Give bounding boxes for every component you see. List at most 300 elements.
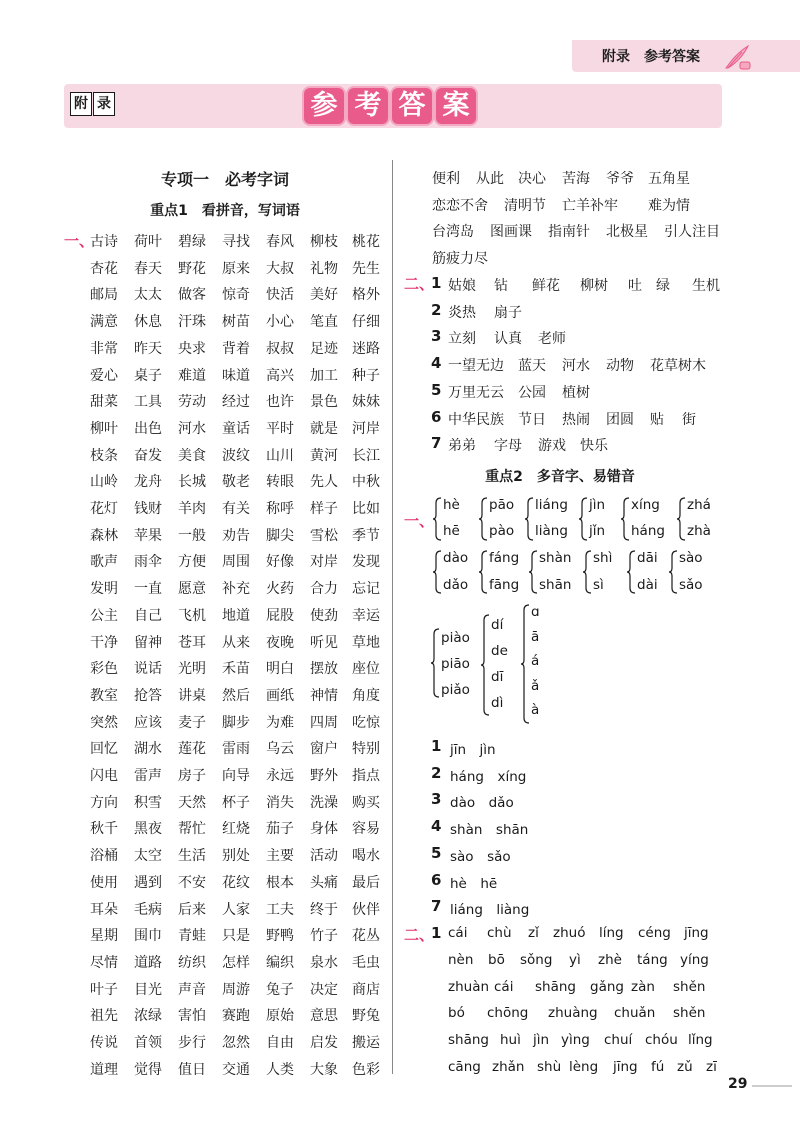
vocab-word: 平时: [266, 420, 294, 437]
pinyin-syllable: chuí: [604, 1032, 633, 1049]
vocab-word: 种子: [352, 367, 380, 384]
answer-word: 弟弟: [448, 438, 476, 455]
vocab-word: 枝条: [90, 447, 118, 464]
vocab-word: 遇到: [134, 874, 162, 891]
pinyin-syllable: líng: [599, 925, 624, 941]
vocab-word: 吃惊: [352, 714, 380, 731]
vocab-word: 原始: [266, 1008, 294, 1025]
vocab-word: 中秋: [352, 474, 380, 491]
vocab-word: 景色: [310, 394, 338, 411]
vocab-word: 意思: [310, 1008, 338, 1025]
vocab-word: 引人注目: [664, 224, 720, 241]
section-subtitle: 重点1 看拼音，写词语: [150, 203, 300, 219]
vocab-word: 昨天: [134, 340, 162, 357]
section-subtitle: 重点2 多音字、易错音: [485, 469, 635, 485]
pinyin-syllable: shāng: [535, 978, 576, 995]
brace-icon: [478, 497, 488, 541]
vocab-word: 怎样: [222, 954, 250, 971]
item-number: 1: [431, 737, 442, 755]
vocab-word: 窗户: [310, 741, 338, 758]
vocab-word: 童话: [222, 420, 250, 437]
vocab-word: 星期: [90, 928, 118, 945]
vocab-word: 夜晚: [266, 634, 294, 651]
pinyin-syllable: táng: [637, 951, 668, 968]
pinyin-syllable: jìn: [533, 1032, 550, 1049]
vocab-word: 抢答: [134, 687, 162, 704]
pinyin-option: á: [531, 653, 540, 669]
vocab-word: 红烧: [222, 821, 250, 838]
vocab-word: 奋发: [134, 447, 162, 464]
vocab-word: 春风: [266, 234, 294, 250]
vocab-word: 也许: [266, 394, 294, 411]
vocab-word: 房子: [178, 768, 206, 784]
vocab-word: 树苗: [222, 314, 250, 331]
item-number: 6: [431, 407, 442, 426]
vocab-word: 目光: [134, 981, 162, 998]
pinyin-option: fáng: [489, 550, 520, 566]
pinyin-option: dì: [491, 695, 504, 711]
pinyin-option: jǐn: [589, 523, 606, 539]
vocab-word: 然后: [222, 687, 250, 704]
pinyin-syllable: sǒng: [520, 951, 553, 968]
vocab-word: 生活: [178, 848, 206, 865]
brace-icon: [578, 497, 588, 541]
vocab-word: 幸运: [352, 607, 380, 624]
vocab-word: 乌云: [266, 741, 294, 758]
pinyin-syllable: shāng: [448, 1032, 489, 1049]
pinyin-syllable: bō: [488, 951, 505, 968]
vocab-word: 花灯: [90, 501, 118, 517]
brace-icon: [668, 550, 678, 594]
column-divider: [392, 160, 393, 1074]
vocab-word: 决定: [310, 981, 338, 998]
vocab-word: 雷声: [134, 768, 162, 784]
vocab-word: 龙舟: [134, 474, 162, 491]
vocab-word: 妹妹: [352, 394, 380, 411]
vocab-word: 发明: [90, 581, 118, 598]
vocab-word: 杯子: [222, 794, 250, 811]
pinyin-option: dào: [443, 550, 469, 566]
item-number: 7: [431, 434, 442, 453]
vocab-word: 祖先: [90, 1008, 118, 1025]
vocab-word: 歌声: [90, 554, 118, 571]
vocab-word: 加工: [310, 367, 338, 384]
vocab-word: 波纹: [222, 447, 250, 464]
vocab-word: 方向: [90, 794, 118, 811]
answer-word: 绿: [656, 278, 670, 294]
pinyin-option: shān: [539, 577, 572, 593]
vocab-word: 便利: [432, 171, 460, 187]
vocab-word: 五角星: [648, 171, 690, 187]
pinyin-syllable: fú: [651, 1059, 665, 1075]
vocab-word: 指南针: [548, 224, 590, 241]
vocab-word: 突然: [90, 714, 118, 731]
vocab-word: 春天: [134, 260, 162, 277]
pinyin-syllable: shěn: [673, 978, 706, 995]
answer-word: 字母: [494, 438, 522, 455]
appendix-label-char: 录: [93, 92, 115, 116]
vocab-word: 原来: [222, 260, 250, 277]
vocab-word: 大象: [310, 1061, 338, 1078]
vocab-word: 脚步: [222, 714, 250, 731]
vocab-word: 使用: [90, 874, 118, 891]
vocab-word: 雷雨: [222, 741, 250, 758]
vocab-word: 美好: [310, 287, 338, 304]
vocab-word: 为难: [266, 714, 294, 731]
pinyin-option: sǎo: [679, 577, 703, 593]
vocab-word: 迷路: [352, 340, 380, 357]
question-marker: 二、: [404, 926, 435, 944]
pinyin-answer: háng xíng: [450, 768, 527, 785]
brace-icon: [432, 550, 442, 594]
pinyin-option: shì: [593, 550, 613, 566]
vocab-word: 尽情: [90, 954, 118, 971]
vocab-word: 高兴: [266, 367, 294, 384]
vocab-word: 应该: [134, 714, 162, 731]
vocab-word: 围巾: [134, 928, 162, 945]
vocab-word: 好像: [266, 554, 294, 571]
vocab-word: 柳叶: [90, 420, 118, 437]
vocab-word: 泉水: [310, 954, 338, 971]
brace-icon: [524, 497, 534, 541]
vocab-word: 纺织: [178, 954, 206, 971]
pinyin-option: ā: [531, 628, 540, 645]
pinyin-syllable: zhuó: [553, 925, 586, 941]
pinyin-syllable: cái: [448, 925, 468, 941]
vocab-word: 决心: [518, 171, 546, 187]
answer-word: 立刻: [448, 331, 476, 348]
item-number: 3: [431, 790, 442, 809]
vocab-word: 自由: [266, 1035, 294, 1051]
vocab-word: 听见: [310, 634, 338, 651]
feather-pen-icon: [722, 42, 754, 72]
pinyin-option: hē: [443, 523, 460, 539]
vocab-word: 永远: [266, 768, 294, 784]
pinyin-option: dī: [491, 669, 504, 685]
vocab-word: 洗澡: [310, 794, 338, 811]
vocab-word: 毛病: [134, 901, 162, 918]
vocab-word: 彩色: [90, 661, 118, 678]
vocab-word: 耳朵: [90, 901, 118, 918]
vocab-word: 声音: [178, 981, 206, 998]
pinyin-syllable: zǔ: [677, 1059, 693, 1075]
answer-word: 街: [682, 411, 696, 428]
pinyin-answer: liáng liàng: [450, 902, 530, 919]
vocab-word: 亡羊补牢: [562, 197, 618, 214]
pinyin-option: piào: [441, 630, 470, 646]
vocab-word: 台湾岛: [432, 224, 474, 241]
brace-icon: [528, 550, 538, 594]
vocab-word: 步行: [178, 1035, 206, 1051]
vocab-word: 道路: [134, 954, 162, 971]
vocab-word: 花纹: [222, 874, 250, 891]
vocab-word: 笔直: [310, 314, 338, 331]
vocab-word: 背着: [222, 340, 250, 357]
vocab-word: 莲花: [178, 741, 206, 758]
brace-icon: [478, 550, 488, 594]
vocab-word: 黄河: [310, 447, 338, 464]
item-number: 2: [431, 300, 442, 319]
vocab-word: 留神: [134, 634, 162, 651]
vocab-word: 帮忙: [178, 821, 206, 838]
vocab-word: 一直: [134, 581, 162, 598]
answer-word: 花草树木: [650, 358, 706, 375]
pinyin-option: liàng: [535, 523, 568, 539]
section-title: 专项一 必考字词: [160, 170, 289, 189]
pinyin-option: zhà: [687, 523, 711, 539]
vocab-word: 积雪: [134, 794, 162, 811]
pinyin-answer: jīn jìn: [450, 742, 496, 758]
vocab-word: 竹子: [310, 928, 338, 945]
vocab-word: 觉得: [134, 1061, 162, 1078]
vocab-word: 明白: [266, 661, 294, 678]
item-number: 4: [431, 354, 442, 373]
vocab-word: 称呼: [266, 501, 294, 517]
vocab-word: 碧绿: [178, 234, 206, 250]
answer-word: 快乐: [580, 438, 608, 455]
answer-word: 团圆: [606, 411, 634, 428]
vocab-word: 先生: [352, 260, 380, 277]
vocab-word: 敬老: [222, 474, 250, 491]
pinyin-option: shàn: [539, 550, 572, 566]
pinyin-syllable: chōng: [487, 1005, 529, 1022]
vocab-word: 消失: [266, 794, 294, 811]
answer-word: 游戏: [538, 438, 566, 455]
vocab-word: 惊奇: [222, 287, 250, 304]
item-number: 3: [431, 327, 442, 346]
vocab-word: 喝水: [352, 848, 380, 865]
vocab-word: 太空: [134, 848, 162, 865]
vocab-word: 难为情: [648, 197, 690, 214]
vocab-word: 色彩: [352, 1061, 380, 1078]
vocab-word: 秋千: [90, 821, 118, 838]
pinyin-syllable: gǎng: [590, 978, 624, 995]
vocab-word: 爱心: [90, 367, 118, 384]
banner-title-char: 答: [392, 88, 432, 124]
vocab-word: 活动: [310, 848, 338, 865]
vocab-word: 搬运: [352, 1035, 380, 1051]
vocab-word: 苍耳: [178, 634, 206, 651]
vocab-word: 森林: [90, 527, 118, 544]
vocab-word: 满意: [90, 314, 118, 331]
answer-word: 吐: [628, 278, 642, 294]
vocab-word: 主要: [266, 848, 294, 865]
item-number: 6: [431, 870, 442, 889]
vocab-word: 禾苗: [222, 661, 250, 678]
vocab-word: 说话: [134, 661, 162, 678]
vocab-word: 草地: [352, 634, 380, 651]
vocab-word: 叶子: [90, 981, 118, 998]
page-number-rule: [752, 1085, 792, 1087]
pinyin-syllable: chóu: [645, 1032, 678, 1049]
vocab-word: 工夫: [266, 901, 294, 918]
vocab-word: 桌子: [134, 367, 162, 384]
vocab-word: 青蛙: [178, 928, 206, 945]
pinyin-syllable: shù: [537, 1059, 562, 1075]
vocab-word: 首领: [134, 1035, 162, 1051]
vocab-word: 浴桶: [90, 848, 118, 865]
vocab-word: 座位: [352, 661, 380, 678]
pinyin-answer: sào sǎo: [450, 848, 511, 865]
vocab-word: 自己: [134, 607, 162, 624]
appendix-label-char: 附: [70, 92, 92, 116]
vocab-word: 麦子: [178, 714, 206, 731]
vocab-word: 人家: [222, 901, 250, 918]
answer-word: 炎热: [448, 304, 476, 321]
vocab-word: 野花: [178, 260, 206, 277]
vocab-word: 使劲: [310, 607, 338, 624]
vocab-word: 爷爷: [606, 171, 634, 187]
vocab-word: 非常: [90, 340, 118, 357]
item-number: 4: [431, 817, 442, 836]
answer-word: 老师: [538, 331, 566, 348]
pinyin-syllable: shěn: [673, 1005, 706, 1022]
pinyin-syllable: zhè: [598, 951, 622, 968]
title-banner: [64, 84, 722, 128]
vocab-word: 只是: [222, 928, 250, 945]
vocab-word: 恋恋不舍: [432, 197, 488, 214]
vocab-word: 兔子: [266, 981, 294, 998]
brace-icon: [480, 614, 490, 716]
pinyin-syllable: lèng: [569, 1059, 599, 1075]
pinyin-syllable: céng: [638, 925, 671, 941]
header-tab-text: 附录 参考答案: [602, 49, 700, 65]
pinyin-option: ǎ: [531, 677, 540, 694]
vocab-word: 容易: [352, 821, 380, 838]
answer-word: 一望无边: [448, 358, 504, 375]
header-tab: [572, 40, 800, 72]
vocab-word: 甜菜: [90, 394, 118, 411]
brace-icon: [520, 604, 530, 724]
vocab-word: 后来: [178, 901, 206, 918]
vocab-word: 向导: [222, 768, 250, 784]
item-number: 1: [431, 924, 442, 942]
banner-title-char: 考: [348, 88, 388, 124]
vocab-word: 苹果: [134, 527, 162, 544]
vocab-word: 做客: [178, 287, 206, 304]
pinyin-option: jìn: [589, 497, 606, 513]
vocab-word: 汗珠: [178, 314, 206, 331]
vocab-word: 愿意: [178, 581, 206, 598]
vocab-word: 先人: [310, 474, 338, 491]
answer-word: 扇子: [494, 304, 522, 321]
answer-word: 生机: [692, 278, 720, 294]
vocab-word: 对岸: [310, 554, 338, 571]
vocab-word: 商店: [352, 981, 380, 998]
pinyin-syllable: yì: [569, 951, 581, 968]
answer-word: 认真: [494, 331, 522, 348]
answer-word: 鲜花: [532, 278, 560, 294]
pinyin-syllable: chù: [487, 925, 512, 941]
pinyin-syllable: huì: [500, 1032, 521, 1049]
vocab-word: 值日: [178, 1061, 206, 1078]
answer-word: 河水: [562, 358, 590, 375]
vocab-word: 飞机: [178, 607, 206, 624]
vocab-word: 从此: [476, 171, 504, 187]
brace-icon: [676, 497, 686, 541]
item-number: 5: [431, 380, 442, 399]
vocab-word: 终于: [310, 901, 338, 918]
pinyin-syllable: zǐ: [528, 925, 539, 941]
vocab-word: 邮局: [90, 287, 118, 304]
vocab-word: 工具: [134, 394, 162, 411]
vocab-word: 太太: [134, 287, 162, 304]
vocab-word: 花丛: [352, 928, 380, 945]
vocab-word: 身体: [310, 821, 338, 838]
vocab-word: 人类: [266, 1061, 294, 1078]
vocab-word: 传说: [90, 1035, 118, 1051]
vocab-word: 雨伞: [134, 554, 162, 571]
pinyin-syllable: zhǎn: [492, 1059, 525, 1075]
vocab-word: 讲桌: [178, 687, 206, 704]
pinyin-syllable: yíng: [680, 951, 709, 968]
brace-icon: [582, 550, 592, 594]
vocab-word: 山川: [266, 447, 294, 464]
pinyin-syllable: cāng: [448, 1059, 481, 1075]
vocab-word: 地道: [222, 607, 250, 624]
vocab-word: 仔细: [352, 314, 380, 331]
pinyin-option: ɑ: [531, 604, 540, 620]
pinyin-option: sào: [679, 550, 703, 566]
vocab-word: 荷叶: [134, 234, 162, 250]
pinyin-option: à: [531, 702, 540, 718]
vocab-word: 羊肉: [178, 501, 206, 517]
pinyin-option: pāo: [489, 497, 515, 513]
brace-icon: [432, 497, 442, 541]
vocab-word: 有关: [222, 501, 250, 517]
vocab-word: 根本: [266, 874, 294, 891]
vocab-word: 山岭: [90, 474, 118, 491]
item-number: 2: [431, 763, 442, 782]
vocab-word: 害怕: [178, 1008, 206, 1025]
pinyin-syllable: zī: [706, 1059, 717, 1075]
question-marker: 二、: [404, 275, 435, 293]
vocab-word: 浓绿: [134, 1008, 162, 1025]
vocab-word: 桃花: [352, 234, 380, 250]
vocab-word: 一般: [178, 527, 206, 544]
vocab-word: 雪松: [310, 527, 338, 544]
pinyin-option: háng: [631, 523, 665, 539]
vocab-word: 光明: [178, 661, 206, 678]
brace-icon: [430, 628, 440, 698]
answer-word: 公园: [518, 384, 546, 401]
pinyin-option: piāo: [441, 656, 470, 672]
vocab-word: 长江: [352, 447, 380, 464]
vocab-word: 野外: [310, 768, 338, 784]
vocab-word: 方便: [178, 554, 206, 571]
pinyin-option: dí: [491, 617, 504, 633]
answer-word: 万里无云: [448, 384, 504, 401]
pinyin-syllable: zhuàng: [548, 1005, 598, 1022]
vocab-word: 最后: [352, 874, 380, 891]
vocab-word: 发现: [352, 554, 380, 571]
vocab-word: 天然: [178, 794, 206, 811]
brace-icon: [626, 550, 636, 594]
vocab-word: 寻找: [222, 234, 250, 250]
vocab-word: 教室: [90, 687, 118, 704]
vocab-word: 难道: [178, 367, 206, 384]
answer-word: 钻: [494, 278, 508, 294]
vocab-word: 指点: [352, 768, 380, 784]
vocab-word: 忘记: [352, 581, 380, 598]
vocab-word: 礼物: [310, 260, 338, 277]
vocab-word: 道理: [90, 1061, 118, 1078]
pinyin-option: liáng: [535, 497, 568, 513]
pinyin-syllable: zhuàn: [448, 978, 490, 995]
vocab-word: 野鸭: [266, 928, 294, 945]
vocab-word: 伙伴: [352, 901, 380, 918]
vocab-word: 大叔: [266, 260, 294, 277]
